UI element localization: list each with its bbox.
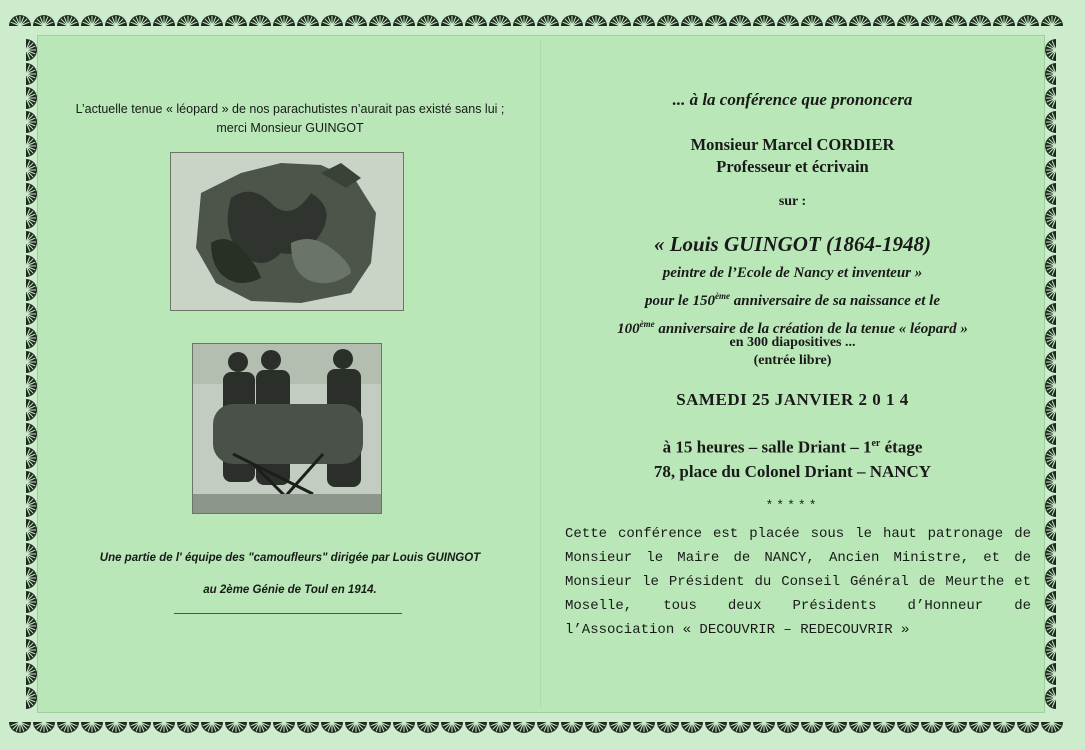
fan-ornament [105,15,127,26]
fan-ornament [129,722,151,733]
fan-ornament [26,663,37,685]
fan-ornament [26,327,37,349]
fan-ornament [26,423,37,445]
fan-ornament [1045,375,1056,397]
fan-ornament [561,15,583,26]
fan-ornament [26,111,37,133]
fan-ornament [729,722,751,733]
fan-ornament [777,15,799,26]
fan-ornament [1045,183,1056,205]
fan-ornament [1045,159,1056,181]
fan-ornament [441,722,463,733]
fan-ornament [657,15,679,26]
fan-ornament [1045,351,1056,373]
fan-ornament [9,722,31,733]
fan-ornament [969,15,991,26]
fan-ornament [26,303,37,325]
fan-ornament [321,15,343,26]
fan-ornament [26,591,37,613]
fan-ornament [225,15,247,26]
fan-ornament [201,722,223,733]
fan-ornament [26,87,37,109]
fan-ornament [153,15,175,26]
fan-ornament [1045,255,1056,277]
fan-ornament [26,351,37,373]
fan-ornament [513,722,535,733]
fan-ornament [297,722,319,733]
fan-ornament [1045,87,1056,109]
fan-ornament [633,722,655,733]
fan-ornament [26,447,37,469]
fan-ornament [993,722,1015,733]
fan-ornament [9,15,31,26]
fan-ornament [897,15,919,26]
fan-ornament [873,15,895,26]
fan-ornament [945,722,967,733]
fan-ornament [1045,615,1056,637]
speaker-block [560,134,1025,178]
leopard-jacket-photo [170,152,404,311]
fan-ornament [753,722,775,733]
fan-ornament [513,15,535,26]
fan-ornament [1045,495,1056,517]
fan-ornament [26,639,37,661]
fan-ornament [225,722,247,733]
fan-ornament [1045,135,1056,157]
fan-ornament [26,159,37,181]
fan-ornament [273,15,295,26]
patronage-text: Cette conférence est placée sous le haut patronage de Monsieur le Maire de NANCY, Ancien Ministre, et de Monsieur le Président du Conseil Général de Meurthe et Moselle, tous deux Présidents d’Honneur de l’Association « DECOUVRIR – REDECOUVRIR » [565,526,1031,638]
fan-ornament [777,722,799,733]
fan-ornament [26,231,37,253]
fan-ornament [177,15,199,26]
fan-ornament [81,15,103,26]
event-address: 78, place du Colonel Driant – NANCY [653,461,932,481]
fan-ornament [561,722,583,733]
fan-ornament [321,722,343,733]
fan-ornament [105,722,127,733]
fan-ornament [57,15,79,26]
fan-ornament [33,15,55,26]
fan-ornament [1045,471,1056,493]
fan-ornament [633,15,655,26]
fan-ornament [417,15,439,26]
fan-ornament [945,15,967,26]
event-time-room: à 15 heures – salle Driant – 1er étage [662,437,923,457]
fan-ornament [489,722,511,733]
fan-ornament [537,722,559,733]
anniversary-100-line: 100ème anniversaire de la création de la tenue « léopard » [617,319,968,337]
separator-stars: ***** [765,498,820,513]
fan-ornament [369,722,391,733]
fan-ornament [26,183,37,205]
fan-ornament [26,255,37,277]
fan-ornament [26,519,37,541]
fan-ornament [26,687,37,709]
fan-ornament [33,722,55,733]
fan-ornament [609,15,631,26]
fan-ornament [657,722,679,733]
sur-label: sur : [778,194,807,209]
fan-ornament [26,471,37,493]
fan-ornament [609,722,631,733]
fan-ornament [1045,591,1056,613]
conference-title: « Louis GUINGOT (1864-1948) [653,232,932,256]
fan-ornament [585,15,607,26]
fan-ornament [705,722,727,733]
fan-ornament [705,15,727,26]
fan-ornament [57,722,79,733]
fan-ornament [1045,423,1056,445]
fan-ornament [26,495,37,517]
fan-ornament [969,722,991,733]
jacket-caption: L’actuelle tenue « léopard » de nos parachutistes n’aurait pas existé sans lui ; merci Monsieur GUINGOT [75,102,505,135]
fan-ornament [81,722,103,733]
camoufleurs-photo [192,343,382,514]
fan-ornament [26,63,37,85]
fan-ornament [1017,722,1039,733]
fan-ornament [921,15,943,26]
fan-ornament [1017,15,1039,26]
fan-ornament [26,615,37,637]
fan-ornament [1045,39,1056,61]
camoufleurs-caption-line2: au 2ème Génie de Toul en 1914. [203,584,377,596]
fan-ornament [729,15,751,26]
fan-ornament [1045,231,1056,253]
fan-ornament [825,15,847,26]
fan-ornament [465,722,487,733]
fan-ornament [26,207,37,229]
fan-ornament [1045,639,1056,661]
fan-ornament [26,279,37,301]
anniversary-150-line: pour le 150ème anniversaire de sa naissance et le [644,291,940,309]
fan-ornament [441,15,463,26]
fan-ornament [26,567,37,589]
fan-ornament [585,722,607,733]
fan-ornament [177,722,199,733]
event-location [560,432,1025,484]
fan-ornament [849,722,871,733]
fan-ornament [26,543,37,565]
fan-ornament [897,722,919,733]
free-entry: (entrée libre) [753,353,832,368]
speaker-name: Monsieur Marcel CORDIER [690,135,895,154]
fan-ornament [1045,207,1056,229]
conference-subtitle [560,262,1025,341]
fan-ornament [849,15,871,26]
fan-ornament [1045,63,1056,85]
fan-ornament [345,722,367,733]
fan-ornament [825,722,847,733]
fan-ornament [1045,519,1056,541]
fan-ornament [681,15,703,26]
fan-ornament [393,722,415,733]
fan-ornament [1045,327,1056,349]
fan-ornament [273,722,295,733]
fan-ornament [1045,303,1056,325]
intro-line: ... à la conférence que prononcera [672,90,913,109]
fan-ornament [993,15,1015,26]
fan-ornament [393,15,415,26]
fan-ornament [1045,111,1056,133]
fold-line [540,40,541,708]
left-divider [174,613,402,614]
fan-ornament [26,39,37,61]
camoufleurs-caption-line1: Une partie de l' équipe des "camoufleurs" dirigée par Louis GUINGOT [99,552,481,564]
fan-ornament [801,722,823,733]
fan-ornament [873,722,895,733]
fan-ornament [1045,447,1056,469]
fan-ornament [1045,687,1056,709]
fan-ornament [753,15,775,26]
fan-ornament [537,15,559,26]
fan-ornament [1041,722,1063,733]
fan-ornament [1045,567,1056,589]
fan-ornament [489,15,511,26]
fan-ornament [201,15,223,26]
fan-ornament [1045,663,1056,685]
fan-ornament [1045,279,1056,301]
fan-ornament [26,375,37,397]
fan-ornament [417,722,439,733]
fan-ornament [26,135,37,157]
fan-ornament [1041,15,1063,26]
fan-ornament [1045,399,1056,421]
fan-ornament [129,15,151,26]
slides-info [560,334,1025,370]
fan-ornament [681,722,703,733]
fan-ornament [1045,543,1056,565]
camoufleurs-caption [80,549,500,599]
fan-ornament [297,15,319,26]
fan-ornament [369,15,391,26]
fan-ornament [921,722,943,733]
event-date: SAMEDI 25 JANVIER 2 0 1 4 [676,390,909,409]
fan-ornament [26,399,37,421]
fan-ornament [465,15,487,26]
slides-count: en 300 diapositives ... [729,335,856,350]
fan-ornament [153,722,175,733]
fan-ornament [249,15,271,26]
fan-ornament [249,722,271,733]
speaker-role: Professeur et écrivain [716,157,869,176]
fan-ornament [345,15,367,26]
fan-ornament [801,15,823,26]
school-line: peintre de l’Ecole de Nancy et inventeur » [662,265,923,281]
